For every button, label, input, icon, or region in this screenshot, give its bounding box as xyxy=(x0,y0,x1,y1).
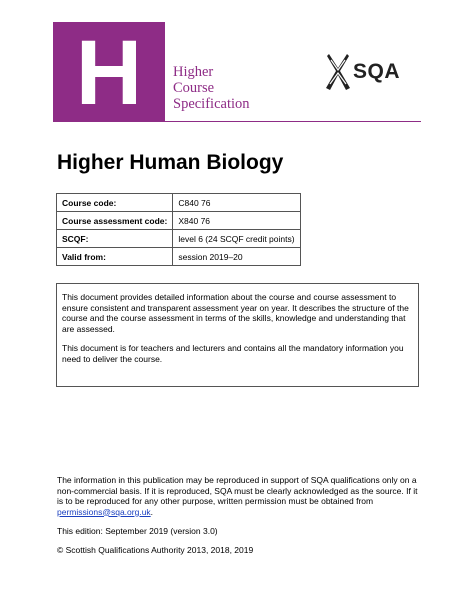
email-suffix: . xyxy=(150,506,154,517)
info-paragraph: This document provides detailed information about the course and course assessment to ensure consistent and transparent assessment year on year. It describes the structure of the course and the course assessment in terms of the skills, knowledge and understanding that are assessed. xyxy=(62,292,409,334)
saltire-icon xyxy=(325,52,351,92)
assessment-code-label: Course assessment code: xyxy=(57,212,173,230)
table-row xyxy=(57,230,301,248)
info-paragraph: This document is for teachers and lecturers and contains all the mandatory information you need to deliver the course. xyxy=(62,343,404,364)
reproduction-text: The information in this publication may be reproduced in support of SQA qualifications only on a non-commercial basis. If it is reproduced, SQA must be clearly acknowledged as the source. If it is to be reproduced for any other purpose, written permission must be obtained from xyxy=(57,475,418,506)
course-code-value: C840 76 xyxy=(173,194,301,212)
course-details-table xyxy=(56,193,301,266)
document-type-label xyxy=(173,64,250,112)
table-row xyxy=(57,194,301,212)
header-divider xyxy=(53,121,421,122)
page-title: Higher Human Biology xyxy=(57,151,284,174)
level-badge-letter: H xyxy=(75,22,143,124)
level-badge xyxy=(53,22,165,122)
document-type-line: Higher xyxy=(173,64,214,80)
reproduction-notice xyxy=(57,475,422,517)
permissions-email-link[interactable]: permissions@sqa.org.uk xyxy=(57,506,151,517)
sqa-logo xyxy=(325,52,400,92)
valid-from-value: session 2019–20 xyxy=(173,248,301,266)
table-row xyxy=(57,248,301,266)
sqa-logo-text: SQA xyxy=(353,60,401,83)
edition-text: This edition: September 2019 (version 3.0) xyxy=(57,526,218,536)
footer xyxy=(57,475,422,563)
valid-from-label: Valid from: xyxy=(57,248,173,266)
document-info-box xyxy=(56,283,419,387)
table-row xyxy=(57,212,301,230)
assessment-code-value: X840 76 xyxy=(173,212,301,230)
document-type-line: Course xyxy=(173,80,215,96)
copyright-text: © Scottish Qualifications Authority 2013, 2018, 2019 xyxy=(57,544,254,555)
course-code-label: Course code: xyxy=(57,194,173,212)
scqf-label: SCQF: xyxy=(57,230,173,248)
scqf-value: level 6 (24 SCQF credit points) xyxy=(173,230,301,248)
document-type-line: Specification xyxy=(173,96,250,112)
